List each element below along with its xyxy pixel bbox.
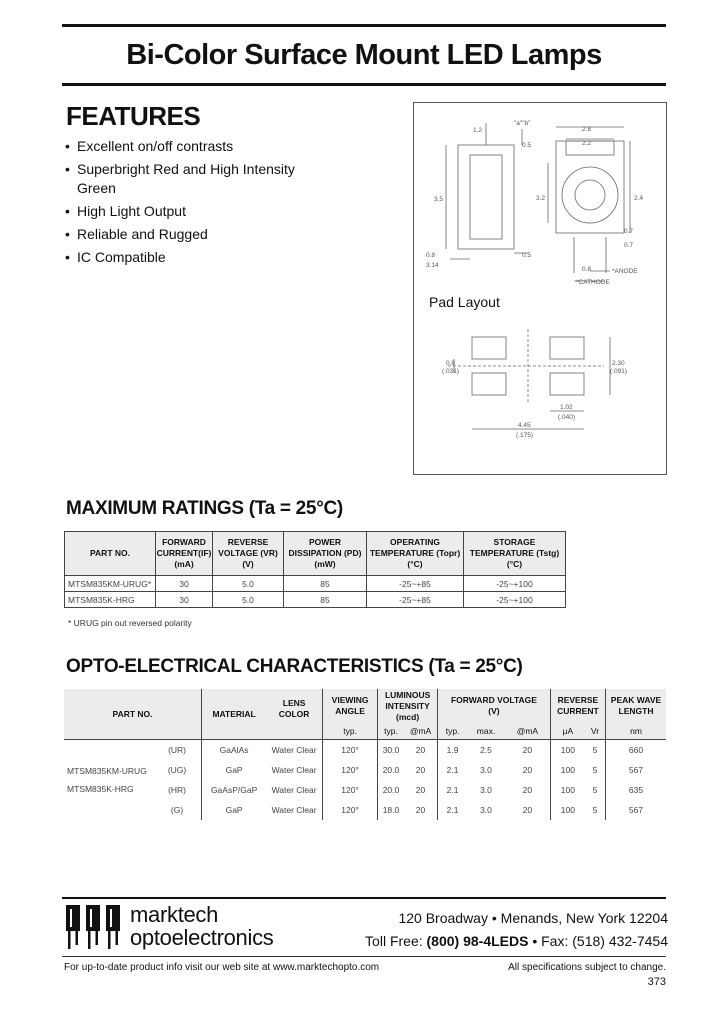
- company-phone-line: [365, 930, 668, 953]
- subheader-viewing-typ: typ.: [323, 723, 378, 740]
- cell-value: GaP: [202, 760, 267, 780]
- cell-value: 2.1: [438, 780, 467, 800]
- cell-value: Water Clear: [271, 765, 317, 775]
- company-name-line1: marktech: [130, 902, 219, 927]
- dim-label: 2.4: [634, 195, 644, 202]
- cell-value: 5: [592, 785, 598, 795]
- dim-label: 2.8: [582, 126, 592, 133]
- cell-value: 100: [550, 740, 585, 761]
- cell-value: 120°: [323, 800, 378, 820]
- pad-dim-label: (.091): [610, 368, 627, 375]
- pad-dim-label: (.175): [516, 432, 533, 439]
- cell-value: 30.0: [378, 740, 404, 761]
- cell-value: 2.5: [467, 740, 505, 761]
- subheader: max.: [467, 723, 505, 740]
- fax-number: • Fax: (518) 432-7454: [528, 933, 668, 949]
- dimension-drawing: [413, 102, 667, 475]
- dim-label: 3.5: [434, 196, 444, 203]
- cell-value: 20: [522, 765, 533, 775]
- pad-dim-label: (.040): [558, 414, 575, 421]
- table-row: [64, 740, 666, 761]
- cell-value: 20: [522, 805, 533, 815]
- table-row: [64, 760, 666, 780]
- divider: [62, 897, 666, 899]
- feature-item: • IC Compatible: [64, 248, 364, 267]
- toll-free-label: Toll Free:: [365, 933, 427, 949]
- subheader: nm: [606, 723, 667, 740]
- cell-part-no: MTSM835K-HRG: [67, 784, 134, 794]
- header-forward-current: FORWARD CURRENT(IF) (mA): [156, 532, 213, 576]
- cell-value: 2.1: [438, 760, 467, 780]
- dim-label: 3.2: [536, 195, 546, 202]
- cell-value: 30: [156, 576, 213, 592]
- cell-value: 3.0: [480, 805, 492, 815]
- dim-label: 0.7: [624, 228, 634, 235]
- cell-value: GaAlAs: [202, 740, 267, 761]
- cell-value: 5: [592, 805, 598, 815]
- header-part-no: PART NO.: [65, 532, 156, 576]
- cell-value: 100: [550, 780, 585, 800]
- cell-value: 20: [505, 740, 550, 761]
- package-outline-drawing: [414, 103, 668, 476]
- dim-label: 0.5: [522, 142, 532, 149]
- cell-value: GaAsP/GaP: [202, 780, 267, 800]
- cell-value: 20.0: [378, 780, 404, 800]
- dim-label: 0.8: [426, 252, 436, 259]
- cell-color-code: (UG): [167, 765, 187, 775]
- table-row: [64, 800, 666, 820]
- table-header-row: [65, 532, 566, 576]
- subheader: typ.: [438, 723, 467, 740]
- cell-value: 30: [156, 592, 213, 608]
- table-header-row: [64, 689, 666, 723]
- divider: [62, 956, 666, 957]
- table-row: [65, 592, 566, 608]
- cell-value: 567: [606, 800, 667, 820]
- header-material: MATERIAL: [202, 689, 267, 740]
- dim-label: 1.2: [473, 127, 483, 134]
- header-power-dissipation: POWER DISSIPATION (PD) (mW): [284, 532, 367, 576]
- header-reverse-voltage: REVERSE VOLTAGE (VR) (V): [213, 532, 284, 576]
- cell-value: GaP: [202, 800, 267, 820]
- cell-value: 635: [606, 780, 667, 800]
- subheader: @mA: [505, 723, 550, 740]
- dim-label: *ANODE: [612, 268, 638, 275]
- cell-value: 5.0: [213, 592, 284, 608]
- dim-label: 0.7: [624, 242, 634, 249]
- opto-heading: OPTO-ELECTRICAL CHARACTERISTICS (Ta = 25°C): [66, 656, 523, 677]
- cell-value: Water Clear: [266, 740, 323, 761]
- subheader: Vr: [585, 723, 606, 740]
- cell-value: 1.9: [438, 740, 467, 761]
- company-contact: [365, 907, 668, 953]
- feature-item: • Reliable and Rugged: [64, 225, 364, 244]
- max-ratings-table: [64, 531, 566, 608]
- features-list: [64, 137, 364, 271]
- cell-part-no: MTSM835KM-URUG*: [65, 576, 156, 592]
- footer-disclaimer: All specifications subject to change.: [508, 962, 666, 973]
- pad-dim-label: 4.45: [518, 422, 531, 429]
- footer-website-note: For up-to-date product info visit our web site at www.marktechopto.com: [64, 962, 380, 973]
- opto-table: [64, 689, 666, 820]
- cell-value: -25~+85: [367, 592, 464, 608]
- company-name-line2: optoelectronics: [130, 925, 274, 950]
- footnote: * URUG pin out reversed polarity: [68, 618, 192, 628]
- header-part-no: PART NO.: [64, 689, 202, 740]
- pad-dim-label: 1.02: [560, 404, 573, 411]
- cell-value: Water Clear: [271, 785, 317, 795]
- features-heading: FEATURES: [66, 101, 201, 131]
- cell-value: 120°: [323, 760, 378, 780]
- cell-value: 100: [550, 800, 585, 820]
- cell-value: 20: [415, 785, 426, 795]
- cell-value: 85: [284, 576, 367, 592]
- cell-color-code: (UR): [153, 740, 202, 761]
- max-ratings-heading: MAXIMUM RATINGS (Ta = 25°C): [66, 498, 343, 519]
- pad-dim-label: (.031): [442, 368, 459, 375]
- dim-label: *CATHODE: [576, 279, 610, 286]
- company-logo-text: [130, 903, 273, 949]
- subheader: @mA: [404, 723, 438, 740]
- cell-value: 20: [415, 765, 426, 775]
- header-peak-wavelength: PEAK WAVE LENGTH: [606, 689, 667, 723]
- title-banner: [62, 24, 666, 86]
- cell-color-code: (G): [170, 805, 184, 815]
- header-luminous-intensity: LUMINOUS INTENSITY (mcd): [378, 689, 438, 723]
- feature-item: • High Light Output: [64, 202, 364, 221]
- pad-layout-title: Pad Layout: [429, 294, 500, 310]
- cell-value: -25~+85: [367, 576, 464, 592]
- company-address: 120 Broadway • Menands, New York 12204: [398, 910, 668, 926]
- cell-value: 100: [550, 760, 585, 780]
- cell-value: 3.0: [480, 785, 492, 795]
- toll-free-number: (800) 98-4LEDS: [426, 933, 529, 949]
- header-operating-temp: OPERATING TEMPERATURE (Topr) (°C): [367, 532, 464, 576]
- cell-value: Water Clear: [271, 805, 317, 815]
- cell-value: 2.1: [438, 800, 467, 820]
- dim-label: "a""b": [514, 120, 531, 127]
- feature-item: • Superbright Red and High Intensity Green: [64, 160, 337, 197]
- cell-value: 660: [606, 740, 667, 761]
- dim-label: 0.5: [522, 252, 532, 259]
- header-lens-color: LENS COLOR: [266, 689, 323, 740]
- cell-value: -25~+100: [464, 592, 566, 608]
- cell-value: 3.0: [480, 765, 492, 775]
- marktech-led-logo-icon: [64, 903, 126, 951]
- cell-color-code: (HR): [168, 785, 187, 795]
- subheader: μA: [550, 723, 585, 740]
- cell-value: 18.0: [378, 800, 404, 820]
- cell-value: 20.0: [378, 760, 404, 780]
- cell-value: 20: [522, 785, 533, 795]
- cell-value: 120°: [323, 780, 378, 800]
- cell-value: 20: [415, 805, 426, 815]
- cell-part-no: MTSM835K-HRG: [65, 592, 156, 608]
- feature-item: • Excellent on/off contrasts: [64, 137, 364, 156]
- table-row: [65, 576, 566, 592]
- cell-value: 5: [592, 765, 598, 775]
- dim-label: 3.14: [426, 262, 439, 269]
- page-number: 373: [647, 976, 666, 988]
- cell-value: -25~+100: [464, 576, 566, 592]
- dim-label: 2.2: [582, 140, 592, 147]
- table-row: [64, 780, 666, 800]
- header-forward-voltage: FORWARD VOLTAGE (V): [438, 689, 551, 723]
- cell-value: 5.0: [213, 576, 284, 592]
- cell-value: 85: [284, 592, 367, 608]
- cell-value: 567: [606, 760, 667, 780]
- page-title: Bi-Color Surface Mount LED Lamps: [126, 38, 602, 71]
- subheader: typ.: [378, 723, 404, 740]
- header-viewing-angle: VIEWING ANGLE: [323, 689, 378, 723]
- header-storage-temp: STORAGE TEMPERATURE (Tstg) (°C): [464, 532, 566, 576]
- cell-part-no: MTSM835KM-URUG: [64, 740, 153, 781]
- cell-value: 120°: [323, 740, 378, 761]
- pad-dim-label: 2.30: [612, 360, 625, 367]
- cell-value: 20: [404, 740, 438, 761]
- cell-value: 5: [585, 740, 606, 761]
- dim-label: 0.8: [582, 266, 592, 273]
- header-reverse-current: REVERSE CURRENT: [550, 689, 605, 723]
- pad-dim-label: 0.8: [446, 360, 456, 367]
